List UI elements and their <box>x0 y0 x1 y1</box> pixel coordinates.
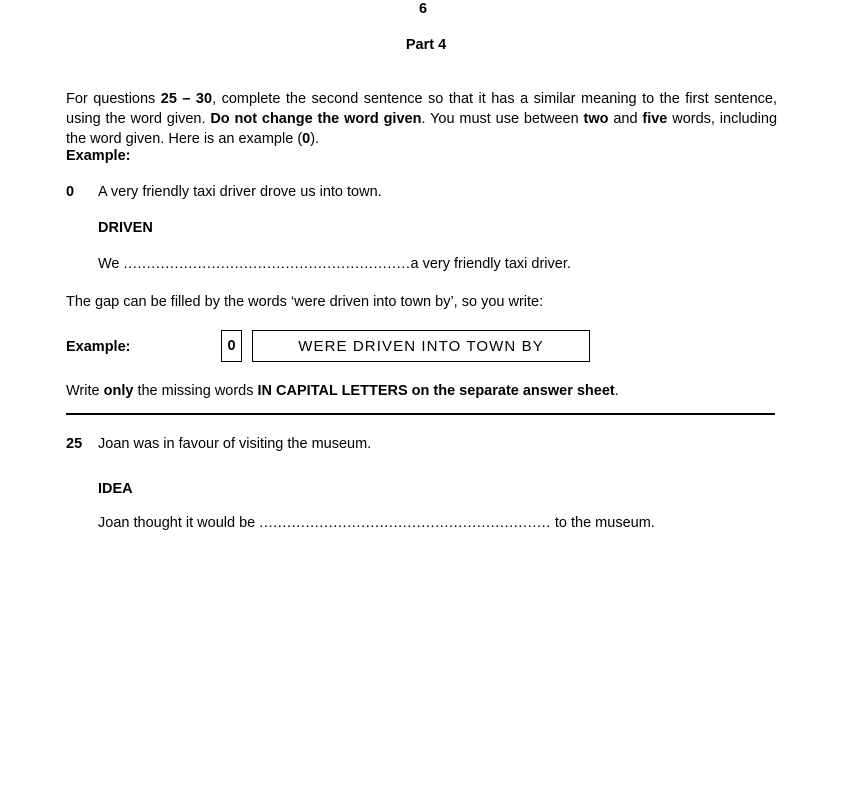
instructions-emphasis-2: two <box>583 110 609 127</box>
instructions-text-5: words, including the word given. Here is an example ( <box>66 110 778 147</box>
note-text-1: Write <box>66 383 104 399</box>
instructions-question-range: 25 – 30 <box>160 90 213 107</box>
example-answer-text-box: WERE DRIVEN INTO TOWN BY <box>252 330 590 362</box>
example-answer-label: Example: <box>66 339 131 355</box>
question-number-25: 25 <box>66 436 83 452</box>
instructions-emphasis-4: 0 <box>302 130 311 147</box>
example-answer-number-box: 0 <box>221 330 242 362</box>
example-gap-prefix: We <box>98 256 124 272</box>
example-label: Example: <box>66 148 131 164</box>
note-emphasis-1: only <box>103 383 134 399</box>
page-number: 6 <box>418 1 428 17</box>
example-key-word: DRIVEN <box>98 220 153 236</box>
instructions-text-2: , complete the second sentence so that it has a similar meaning to the first sentence, using the word given. <box>66 90 777 127</box>
instructions-paragraph <box>66 89 777 149</box>
example-explanation: The gap can be filled by the words ‘were driven into town by’, so you write: <box>66 294 544 310</box>
question-gap-suffix-25: to the museum. <box>550 515 655 531</box>
instructions-emphasis-3: five <box>642 110 668 127</box>
part-heading: Part 4 <box>405 37 447 53</box>
question-gap-prefix-25: Joan thought it would be <box>98 515 260 531</box>
question-gap-line-25 <box>98 513 777 533</box>
instructions-text-4: and <box>608 110 643 127</box>
instructions-text-6: ). <box>310 130 320 147</box>
question-gap-dots-25: ............................................................... <box>259 515 551 531</box>
example-answer-row <box>66 330 777 364</box>
example-question-number: 0 <box>66 184 75 200</box>
note-text-2: the missing words <box>133 383 258 399</box>
example-prompt-sentence: A very friendly taxi driver drove us into town. <box>98 184 382 200</box>
note-text-3: . <box>614 383 619 399</box>
instructions-emphasis-1: Do not change the word given <box>210 110 422 127</box>
example-gap-suffix: a very friendly taxi driver. <box>410 256 571 272</box>
section-divider <box>66 413 775 415</box>
instructions-text-3: . You must use between <box>421 110 584 127</box>
note-emphasis-2: IN CAPITAL LETTERS on the separate answer sheet <box>257 383 615 399</box>
question-key-word-25: IDEA <box>98 481 133 497</box>
example-gap-line <box>98 254 777 274</box>
example-gap-dots: .............................................................. <box>123 256 411 272</box>
question-prompt-25: Joan was in favour of visiting the museum. <box>98 436 372 452</box>
instructions-text-1: For questions <box>66 90 161 107</box>
capital-letters-note <box>66 381 777 401</box>
